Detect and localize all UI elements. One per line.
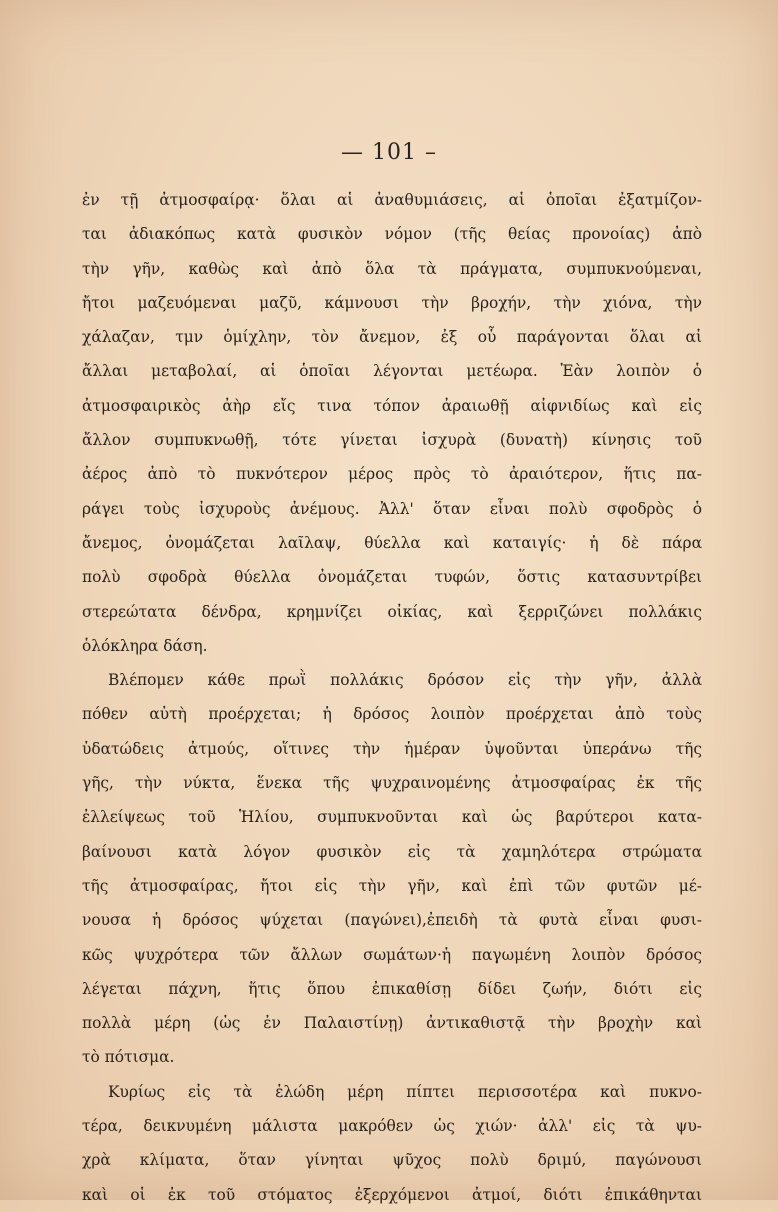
text-line: ἐν τῇ ἀτμοσφαίρᾳ· ὅλαι αἱ ἀναθυμιάσεις, αἱ ὁποῖαι ἐξατμίζον-	[82, 191, 702, 209]
text-line: χρὰ κλίματα, ὅταν γίνηται ψῦχος πολὺ δριμύ, παγώνουσι	[82, 1151, 702, 1170]
text-line: πολλὰ μέρη (ὡς ἐν Παλαιστίνῃ) ἀντικαθιστᾷ τὴν βροχὴν καὶ	[82, 1014, 702, 1033]
text-line: ἄνεμος, ὀνομάζεται λαῖλαψ, θύελλα καὶ καταιγίς· ἡ δὲ πάρα	[82, 533, 702, 552]
text-line: πόθεν αὐτὴ προέρχεται; ἡ δρόσος λοιπὸν προέρχεται ἀπὸ τοὺς	[82, 705, 702, 724]
paragraph-3	[82, 1075, 702, 1212]
text-line: ἐλλείψεως τοῦ Ἡλίου, συμπυκνοῦνται καὶ ὡς βαρύτεροι κατα-	[82, 808, 702, 827]
text-line: κῶς ψυχρότερα τῶν ἄλλων σωμάτων·ἡ παγωμένη λοιπὸν δρόσος	[82, 945, 702, 964]
body-text	[82, 183, 702, 1212]
text-line: Βλέπομεν κάθε πρωῒ πολλάκις δρόσον εἰς τὴν γῆν, ἀλλὰ	[108, 671, 702, 690]
text-line: στερεώτατα δένδρα, κρημνίζει οἰκίας, καὶ ξερριζώνει πολλάκις	[82, 602, 702, 621]
paragraph-2	[82, 663, 702, 1075]
text-line: ἀτμοσφαιρικὸς ἀὴρ εἴς τινα τόπον ἀραιωθῇ αἰφνιδίως καὶ εἰς	[82, 396, 702, 415]
page-number: — 101 –	[341, 140, 437, 165]
text-line: ὁλόκληρα δάση.	[82, 636, 208, 655]
text-line: ἀέρος ἀπὸ τὸ πυκνότερον μέρος πρὸς τὸ ἀραιότερον, ἥτις πα-	[82, 465, 702, 484]
text-line: βαίνουσι κατὰ λόγον φυσικὸν εἰς τὰ χαμηλότερα στρώματα	[82, 842, 702, 861]
text-line: Κυρίως εἰς τὰ ἑλώδη μέρη πίπτει περισσοτέρα καὶ πυκνο-	[108, 1082, 702, 1101]
text-line: τῆς ἀτμοσφαίρας, ἤτοι εἰς τὴν γῆν, καὶ ἐπὶ τῶν φυτῶν μέ-	[82, 876, 702, 895]
text-line: ράγει τοὺς ἰσχυροὺς ἀνέμους. Ἀλλ' ὅταν εἶναι πολὺ σφοδρὸς ὁ	[82, 499, 702, 518]
text-line: λέγεται πάχνη, ἥτις ὅπου ἐπικαθίσῃ δίδει ζωήν, διότι εἰς	[82, 979, 702, 998]
text-line: ὑδατώδεις ἀτμούς, οἵτινες τὴν ἡμέραν ὑψοῦνται ὑπεράνω τῆς	[82, 739, 702, 758]
text-line: ἤτοι μαζευόμεναι μαζῦ, κάμνουσι τὴν βροχήν, τὴν χιόνα, τὴν	[82, 293, 702, 312]
text-line: ἄλλαι μεταβολαί, αἱ ὁποῖαι λέγονται μετέωρα. Ἐὰν λοιπὸν ὁ	[82, 362, 702, 381]
text-line: τὸ πότισμα.	[82, 1048, 175, 1067]
text-line: νουσα ἡ δρόσος ψύχεται (παγώνει),ἐπειδὴ τὰ φυτὰ εἶναι φυσι-	[82, 911, 702, 930]
text-line: τὴν γῆν, καθὼς καὶ ἀπὸ ὅλα τὰ πράγματα, συμπυκνούμεναι,	[82, 259, 702, 278]
text-line: τέρα, δεικνυμένη μάλιστα μακρόθεν ὡς χιών· ἀλλ' εἰς τὰ ψυ-	[82, 1117, 702, 1136]
text-line: πολὺ σφοδρὰ θύελλα ὀνομάζεται τυφών, ὅστις κατασυντρίβει	[82, 568, 702, 587]
text-line: ἄλλον συμπυκνωθῇ, τότε γίνεται ἰσχυρὰ (δυνατὴ) κίνησις τοῦ	[82, 431, 702, 450]
text-line: ται ἀδιακόπως κατὰ φυσικὸν νόμον (τῆς θείας προνοίας) ἀπὸ	[82, 225, 702, 244]
text-line: γῆς, τὴν νύκτα, ἕνεκα τῆς ψυχραινομένης ἀτμοσφαίρας ἐκ τῆς	[82, 774, 702, 793]
text-line: χάλαζαν, τμν ὁμίχλην, τὸν ἄνεμον, ἐξ οὗ παράγονται ὅλαι αἱ	[82, 328, 702, 347]
paragraph-1	[82, 183, 702, 663]
text-line: καὶ οἱ ἐκ τοῦ στόματος ἐξερχόμενοι ἀτμοί, διότι ἐπικάθηνται	[82, 1185, 702, 1204]
